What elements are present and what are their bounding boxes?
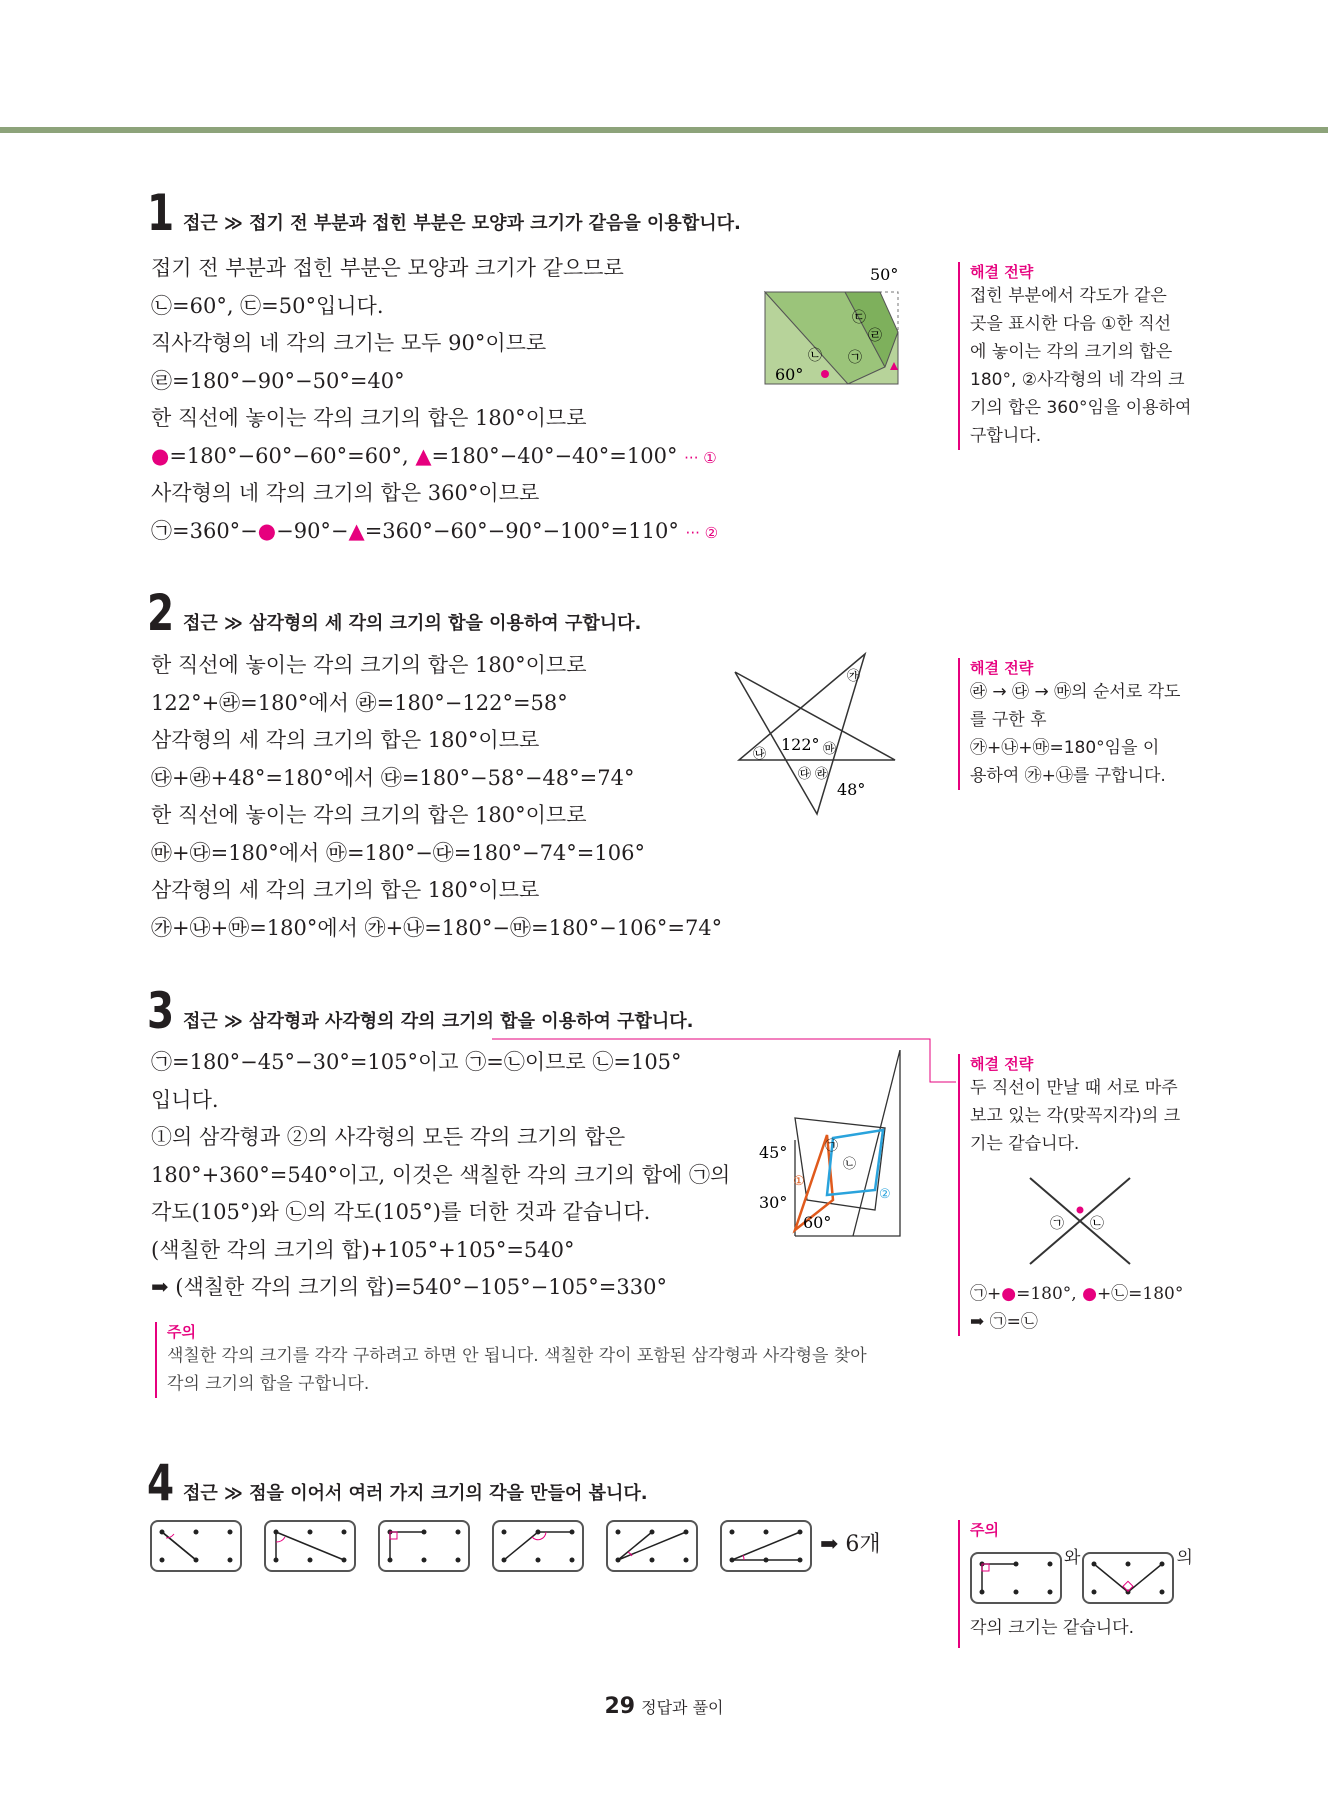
section-number: 2: [147, 584, 175, 642]
strategy-body: 접힌 부분에서 각도가 같은 곳을 표시한 다음 ①한 직선 에 놓이는 각의 크기의 합은 180°, ②사각형의 네 각의 크 기의 합은 360°임을 이용하여 구합니다.: [970, 286, 1192, 446]
svg-text:㉮: ㉮: [847, 669, 861, 684]
solution-line: 접기 전 부분과 접힌 부분은 모양과 크기가 같으므로: [151, 256, 624, 280]
section-number: 4: [147, 1454, 175, 1512]
angle-60-label: 60°: [803, 1213, 832, 1232]
svg-text:㉣: ㉣: [868, 328, 882, 344]
dot-icon: ●: [257, 518, 277, 543]
angle-50-label: 50°: [870, 265, 899, 284]
solution-line: 한 직선에 놓이는 각의 크기의 합은 180°이므로: [151, 406, 587, 430]
section-number: 3: [147, 982, 175, 1040]
solution-line: ㉡=60°, ㉢=50°입니다.: [151, 293, 384, 318]
dot-grid-angle: [378, 1520, 470, 1572]
dot-grid-angle: [606, 1520, 698, 1572]
svg-text:㉲: ㉲: [823, 742, 837, 757]
svg-text:㉱: ㉱: [815, 767, 829, 782]
page-number: 29: [604, 1694, 636, 1719]
svg-text:㉢: ㉢: [852, 310, 866, 326]
dot-grid-angle: [264, 1520, 356, 1572]
caution-label: 주의: [167, 1323, 196, 1341]
strategy-equation: ㉠+●=180°, ●+㉡=180°: [970, 1284, 1184, 1304]
solution-line: ➡ (색칠한 각의 크기의 합)=540°−105°−105°=330°: [151, 1275, 667, 1299]
callout-line: [490, 1036, 960, 1086]
solution-line: 입니다.: [151, 1087, 219, 1112]
angle-30-label: 30°: [759, 1193, 788, 1212]
caution-text: 와: [1064, 1548, 1081, 1568]
section-3-header: [147, 982, 694, 1040]
svg-text:㉠: ㉠: [825, 1139, 839, 1154]
solution-line: 삼각형의 세 각의 크기의 합은 180°이므로: [151, 728, 540, 752]
vertical-angles-figure: [1000, 1166, 1160, 1276]
solution-line: ㉠=360°−●−90°−▲=360°−60°−90°−100°=110° ··· ②: [151, 518, 719, 543]
section-2-strategy: [958, 658, 1210, 790]
dot-icon: ●: [151, 443, 170, 468]
svg-text:㉠: ㉠: [1050, 1216, 1064, 1232]
section-title: 접근 ≫ 삼각형과 사각형의 각의 크기의 합을 이용하여 구합니다.: [183, 1011, 694, 1032]
section-1-strategy: [958, 262, 1210, 450]
section-title: 접근 ≫ 삼각형의 세 각의 크기의 합을 이용하여 구합니다.: [183, 613, 642, 634]
solution-line: 180°+360°=540°이고, 이것은 색칠한 각의 크기의 합에 ㉠의: [151, 1162, 731, 1187]
solution-line: (색칠한 각의 크기의 합)+105°+105°=540°: [151, 1237, 575, 1262]
dot-grid-v-angle: [1082, 1552, 1174, 1604]
angle-122-label: 122°: [781, 735, 820, 754]
section-title: 접근 ≫ 접기 전 부분과 접힌 부분은 모양과 크기가 같음을 이용합니다.: [183, 213, 741, 234]
svg-text:㉡: ㉡: [808, 348, 822, 364]
answer-count: ➡ 6개: [820, 1532, 881, 1557]
footer-label: 정답과 풀이: [641, 1698, 724, 1717]
section-2-header: [147, 584, 642, 642]
strategy-body: ㉱ → ㉰ → ㉲의 순서로 각도 를 구한 후 ㉮+㉯+㉲=180°임을 이 용하여 ㉮+㉯를 구합니다.: [970, 682, 1181, 786]
solution-line: 한 직선에 놓이는 각의 크기의 합은 180°이므로: [151, 653, 587, 677]
triangle-icon: ▲: [415, 443, 432, 468]
page-footer: [0, 1694, 1328, 1719]
solution-line: 한 직선에 놓이는 각의 크기의 합은 180°이므로: [151, 803, 587, 827]
solution-line: ㉠=180°−45°−30°=105°이고 ㉠=㉡이므로 ㉡=105°: [151, 1050, 682, 1074]
fold-figure: [760, 262, 910, 392]
section-1-header: [147, 184, 741, 242]
section-3-strategy: [958, 1054, 1210, 1336]
solution-line: ㉣=180°−90°−50°=40°: [151, 368, 405, 393]
solution-line: ①의 삼각형과 ②의 사각형의 모든 각의 크기의 합은: [151, 1125, 626, 1149]
section-2-solution: [151, 647, 722, 947]
svg-text:㉡: ㉡: [843, 1157, 857, 1172]
svg-text:㉡: ㉡: [1090, 1216, 1104, 1232]
svg-text:㉠: ㉠: [848, 350, 862, 366]
svg-text:㉯: ㉯: [753, 747, 767, 762]
section-4-caution: [958, 1520, 1210, 1648]
strategy-equation: ➡ ㉠=㉡: [970, 1312, 1038, 1332]
caution-label: 주의: [970, 1521, 999, 1539]
dot-icon: ●: [1001, 1284, 1017, 1304]
svg-text:①: ①: [793, 1174, 805, 1189]
svg-text:②: ②: [879, 1187, 891, 1202]
solution-line: 122°+㉱=180°에서 ㉱=180°−122°=58°: [151, 690, 568, 715]
solution-line: ㉰+㉱+48°=180°에서 ㉰=180°−58°−48°=74°: [151, 765, 635, 790]
star-figure: [725, 650, 905, 820]
section-1-solution: [151, 250, 718, 550]
solution-line: 사각형의 네 각의 크기의 합은 360°이므로: [151, 481, 540, 505]
strategy-body: 두 직선이 만날 때 서로 마주 보고 있는 각(맞꼭지각)의 크 기는 같습니다.: [970, 1078, 1181, 1154]
section-title: 접근 ≫ 점을 이어서 여러 가지 크기의 각을 만들어 봅니다.: [183, 1483, 648, 1504]
caution-text: 의: [1176, 1548, 1193, 1568]
solution-line: ●=180°−60°−60°=60°, ▲=180°−40°−40°=100° ··· ①: [151, 443, 717, 468]
dot-grid-angle: [720, 1520, 812, 1572]
solution-line: 직사각형의 네 각의 크기는 모두 90°이므로: [151, 331, 547, 355]
solution-line: 각도(105°)와 ㉡의 각도(105°)를 더한 것과 같습니다.: [151, 1200, 651, 1224]
angle-45-label: 45°: [759, 1143, 788, 1162]
section-4-header: [147, 1454, 648, 1512]
strategy-label: 해결 전략: [970, 1055, 1034, 1073]
dot-grid-angle: [150, 1520, 242, 1572]
solution-line: ㉲+㉰=180°에서 ㉲=180°−㉰=180°−74°=106°: [151, 840, 645, 865]
top-rule: [0, 127, 1328, 133]
caution-body: 색칠한 각의 크기를 각각 구하려고 하면 안 됩니다. 색칠한 각이 포함된 삼각형과 사각형을 찾아 각의 크기의 합을 구합니다.: [167, 1346, 867, 1394]
solution-line: 삼각형의 세 각의 크기의 합은 180°이므로: [151, 878, 540, 902]
dot-icon: ●: [1082, 1284, 1097, 1304]
step-tag: ··· ①: [684, 448, 717, 467]
dot-grid-angle: [492, 1520, 584, 1572]
angle-60-label: 60°: [775, 365, 804, 384]
strategy-label: 해결 전략: [970, 659, 1034, 677]
caution-text: 각의 크기는 같습니다.: [970, 1618, 1135, 1638]
angle-48-label: 48°: [837, 780, 866, 799]
section-number: 1: [147, 184, 175, 242]
svg-text:㉰: ㉰: [798, 767, 812, 782]
dot-grid-right-angle: [970, 1552, 1062, 1604]
strategy-label: 해결 전략: [970, 263, 1034, 281]
solution-line: ㉮+㉯+㉲=180°에서 ㉮+㉯=180°−㉲=180°−106°=74°: [151, 915, 723, 940]
triangle-icon: ▲: [348, 518, 365, 543]
step-tag: ··· ②: [685, 523, 719, 542]
section-3-caution: [155, 1322, 927, 1398]
